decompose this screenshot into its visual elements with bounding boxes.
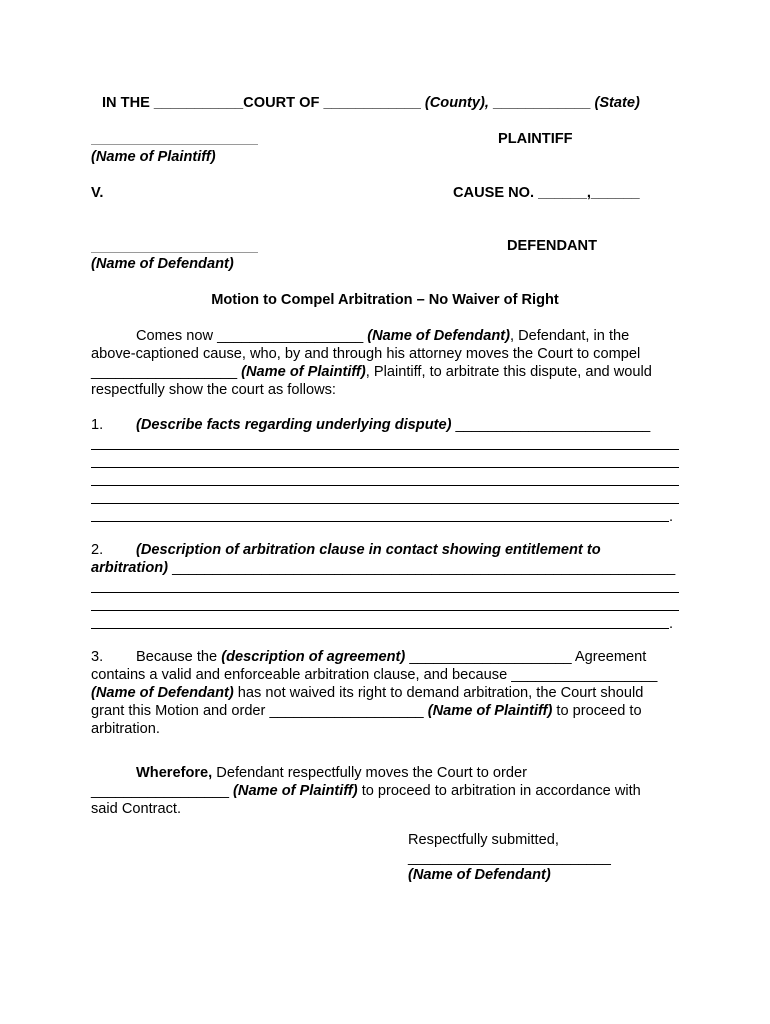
- wherefore-line-2: [91, 782, 641, 800]
- para2-period: .: [669, 616, 674, 632]
- para2-blank: ______________________________________________________________: [168, 560, 676, 576]
- wherefore-text: to proceed to arbitration in accordance with: [357, 783, 641, 799]
- wherefore-lead: Wherefore,: [136, 765, 213, 781]
- para3-defendant-name: (Name of Defendant): [91, 685, 234, 701]
- para1-period: .: [669, 509, 674, 525]
- para2-fill-line: [91, 628, 669, 629]
- para3-line-1: [136, 648, 646, 666]
- plaintiff-name-line: [91, 144, 258, 145]
- defendant-name-line: [91, 252, 258, 253]
- intro-plaintiff-name: (Name of Plaintiff): [241, 364, 366, 380]
- para1-number: 1.: [91, 417, 104, 433]
- signature-closing: Respectfully submitted,: [408, 832, 559, 848]
- document-title: Motion to Compel Arbitration – No Waiver of Right: [211, 292, 559, 308]
- para1-label: (Describe facts regarding underlying dispute): [136, 417, 452, 433]
- para3-text: Because the: [136, 649, 222, 665]
- para2-fill-line: [91, 592, 679, 593]
- para2-label-line-1: (Description of arbitration clause in contact showing entitlement to: [136, 542, 601, 558]
- plaintiff-label: PLAINTIFF: [498, 131, 573, 147]
- header-state-blank: ____________: [493, 95, 591, 111]
- intro-text: __________________: [91, 364, 242, 380]
- wherefore-plaintiff-name: (Name of Plaintiff): [233, 783, 358, 799]
- para3-text: grant this Motion and order ___________________: [91, 703, 428, 719]
- para2-heading-line-2: [91, 559, 675, 577]
- para2-number: 2.: [91, 542, 104, 558]
- intro-line-4: respectfully show the court as follows:: [91, 382, 336, 398]
- intro-line-1: [136, 327, 629, 345]
- intro-text: Comes now __________________: [136, 328, 368, 344]
- para1-blank: ________________________: [451, 417, 651, 433]
- para3-text: ____________________ Agreement: [405, 649, 647, 665]
- para1-fill-line: [91, 467, 679, 468]
- para3-line-5: arbitration.: [91, 721, 160, 737]
- para3-agreement-label: (description of agreement): [221, 649, 406, 665]
- cause-number: CAUSE NO. ______,______: [453, 185, 640, 201]
- header-in-the: IN THE: [102, 95, 154, 111]
- defendant-name-caption: (Name of Defendant): [91, 256, 234, 272]
- para2-label-line-2: arbitration): [91, 560, 169, 576]
- plaintiff-name-caption: (Name of Plaintiff): [91, 149, 216, 165]
- wherefore-text: Defendant respectfully moves the Court to order: [212, 765, 527, 781]
- para3-number: 3.: [91, 649, 104, 665]
- para3-plaintiff-name: (Name of Plaintiff): [427, 703, 553, 719]
- para3-line-2: contains a valid and enforceable arbitration clause, and because __________________: [91, 667, 658, 683]
- header-county-blank: ____________: [323, 95, 421, 111]
- signature-line: _________________________: [408, 850, 611, 866]
- para3-line-4: [91, 702, 642, 720]
- court-header: [102, 94, 640, 112]
- para3-text: has not waived its right to demand arbitration, the Court should: [233, 685, 644, 701]
- signature-name: (Name of Defendant): [408, 867, 551, 883]
- para1-fill-line: [91, 521, 669, 522]
- wherefore-line-3: said Contract.: [91, 801, 182, 817]
- para2-fill-line: [91, 610, 679, 611]
- para3-text: to proceed to: [552, 703, 642, 719]
- intro-line-3: [91, 363, 652, 381]
- versus-label: V.: [91, 185, 104, 201]
- para3-line-3: [91, 684, 643, 702]
- header-county: (County),: [420, 95, 493, 111]
- header-state: (State): [590, 95, 640, 111]
- wherefore-text: _________________: [91, 783, 234, 799]
- para1-fill-line: [91, 485, 679, 486]
- header-court-of: COURT OF: [243, 95, 324, 111]
- para1-fill-line: [91, 449, 679, 450]
- intro-defendant-name: (Name of Defendant): [367, 328, 510, 344]
- intro-text: , Plaintiff, to arbitrate this dispute, and would: [365, 364, 652, 380]
- intro-line-2: above-captioned cause, who, by and through his attorney moves the Court to compel: [91, 346, 641, 362]
- wherefore-line-1: [136, 764, 527, 782]
- defendant-label: DEFENDANT: [507, 238, 597, 254]
- para1-fill-line: [91, 503, 679, 504]
- intro-text: , Defendant, in the: [509, 328, 630, 344]
- header-court-blank: ___________: [153, 95, 244, 111]
- para1-heading: [136, 416, 650, 434]
